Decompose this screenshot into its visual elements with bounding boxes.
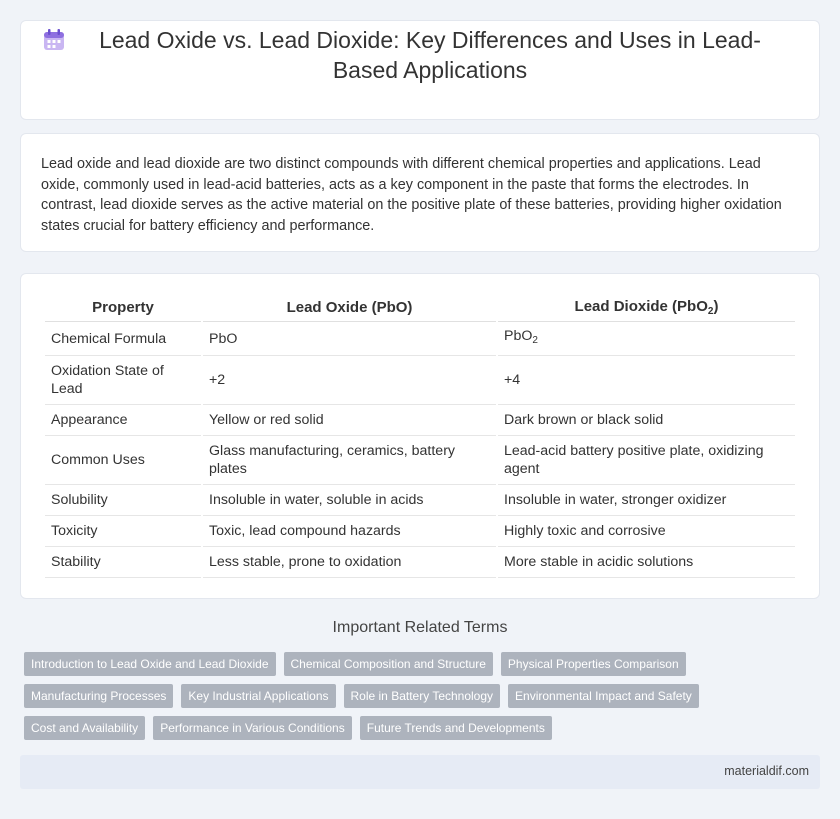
header-lead-oxide: Lead Oxide (PbO) [203,292,496,322]
table-row [45,485,795,516]
cell-oxide: PbO [203,322,496,356]
tag-link[interactable]: Chemical Composition and Structure [284,652,493,676]
tag-link[interactable]: Introduction to Lead Oxide and Lead Dioxide [24,652,276,676]
intro-card [20,133,820,252]
cell-oxide: Toxic, lead compound hazards [203,516,496,547]
cell-property: Stability [45,547,201,578]
tag-link[interactable]: Role in Battery Technology [344,684,501,708]
cell-dioxide: +4 [498,356,795,405]
tag-row [24,684,824,708]
related-terms-title: Important Related Terms [332,619,508,636]
cell-oxide: Glass manufacturing, ceramics, battery plates [203,436,496,485]
comparison-table-card [20,273,820,599]
tag-link[interactable]: Future Trends and Developments [360,716,552,740]
table-row [45,516,795,547]
table-header-row [45,292,795,322]
cell-dioxide: More stable in acidic solutions [498,547,795,578]
cell-property: Chemical Formula [45,322,201,356]
cell-property: Common Uses [45,436,201,485]
header-lead-dioxide: Lead Dioxide (PbO$_2$) [498,292,795,322]
tag-link[interactable]: Key Industrial Applications [181,684,335,708]
cell-property: Toxicity [45,516,201,547]
table-row [45,405,795,436]
comparison-table [43,292,797,578]
table-row [45,356,795,405]
tag-link[interactable]: Cost and Availability [24,716,145,740]
tag-row [24,652,824,676]
header-property: Property [45,292,201,322]
cell-oxide: +2 [203,356,496,405]
page-title: Lead Oxide vs. Lead Dioxide: Key Differences and Uses in Lead-Based Applications [99,27,761,83]
footer-site-link[interactable]: materialdif.com [724,764,809,778]
table-row [45,322,795,356]
tag-link[interactable]: Physical Properties Comparison [501,652,686,676]
tag-link[interactable]: Performance in Various Conditions [153,716,352,740]
cell-dioxide: Highly toxic and corrosive [498,516,795,547]
tag-link[interactable]: Manufacturing Processes [24,684,173,708]
cell-dioxide: PbO$_2$ [498,322,795,356]
tag-row [24,716,824,740]
cell-oxide: Insoluble in water, soluble in acids [203,485,496,516]
cell-oxide: Yellow or red solid [203,405,496,436]
related-terms-tags [24,652,824,748]
cell-dioxide: Insoluble in water, stronger oxidizer [498,485,795,516]
cell-dioxide: Dark brown or black solid [498,405,795,436]
footer [20,755,820,789]
title-wrap [40,25,800,85]
tag-link[interactable]: Environmental Impact and Safety [508,684,699,708]
table-row [45,436,795,485]
cell-oxide: Less stable, prone to oxidation [203,547,496,578]
cell-property: Oxidation State of Lead [45,356,201,405]
cell-dioxide: Lead-acid battery positive plate, oxidizing agent [498,436,795,485]
cell-property: Solubility [45,485,201,516]
table-row [45,547,795,578]
cell-property: Appearance [45,405,201,436]
intro-text: Lead oxide and lead dioxide are two distinct compounds with different chemical properties and applications. Lead oxide, commonly used in lead-acid batteries, acts as a key component in the paste that forms the electrodes. In contrast, lead dioxide serves as the active material on the positive plate of these batteries, providing higher oxidation states crucial for battery efficiency and performance. [41,156,782,234]
